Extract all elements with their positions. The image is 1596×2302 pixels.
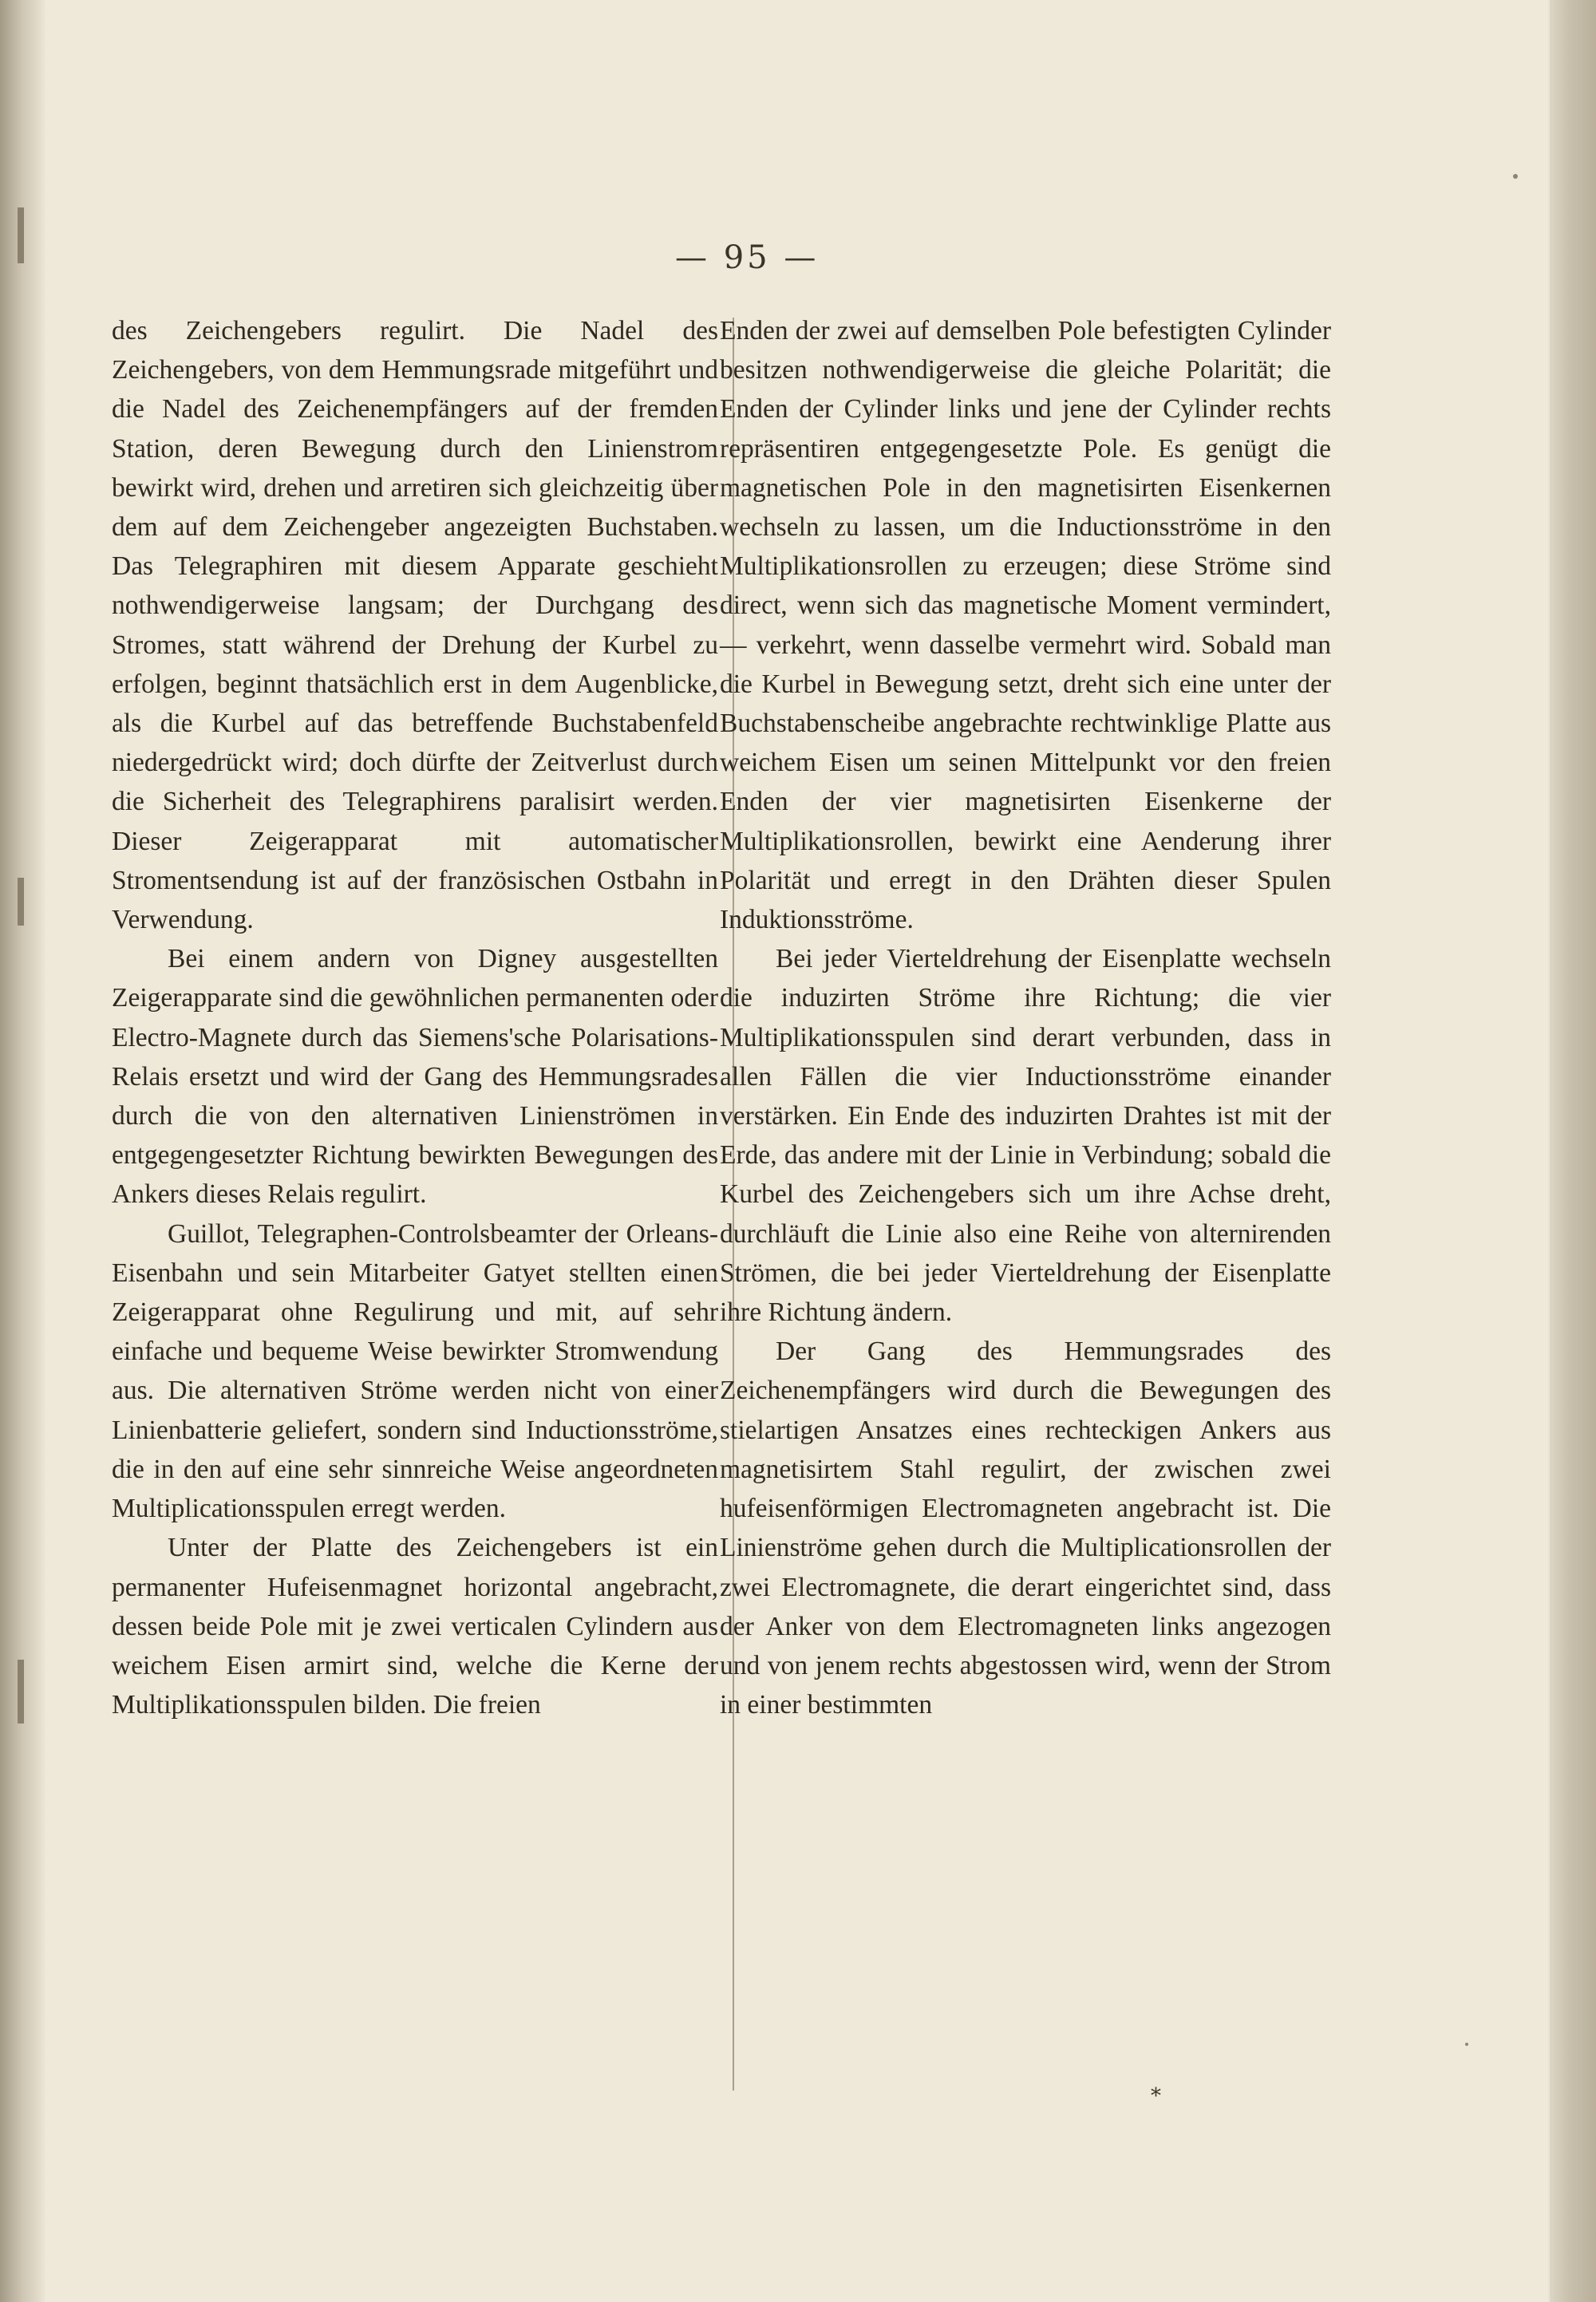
paragraph: Bei jeder Vierteldrehung der Eisenplatte wechseln die induzirten Ströme ihre Richtung; die vier Multiplikationsspulen sind derart verbunden, dass in allen Fällen die vier Inductionsströme einander verstärken. Ein Ende des induzirten Drahtes ist mit der Erde, das andere mit der Linie in Verbindung; sobald die Kurbel des Zeichengebers sich um ihre Achse dreht, durchläuft die Linie also eine Reihe von alternirenden Strömen, die bei jeder Vierteldrehung der Eisenplatte ihre Richtung ändern. [720,944,1331,1328]
paragraph: Der Gang des Hemmungsrades des Zeichenempfängers wird durch die Bewegungen des stielartigen Ansatzes eines rechteckigen Ankers aus magnetisirtem Stahl regulirt, der zwischen zwei hufeisenförmigen Electromagneten angebracht ist. Die Linienströme gehen durch die Multiplicationsrollen der zwei Electromagnete, die derart eingerichtet sind, dass der Anker von dem Electromagneten links angezogen und von jenem rechts abgestossen wird, wenn der Strom in einer bestimmten [720,1337,1331,1720]
paper-speck [1465,2043,1468,2046]
signature-mark: * [1151,2084,1161,2108]
right-column [720,311,1331,1724]
paper-speck [1513,174,1518,179]
binding-stitch [18,207,24,263]
paragraph: Unter der Platte des Zeichengebers ist ein permanenter Hufeisenmagnet horizontal angebracht, dessen beide Pole mit je zwei verticalen Cylindern aus weichem Eisen armirt sind, welche die Kerne der Multiplikationsspulen bilden. Die freien [112,1533,718,1720]
paragraph-continuation: Enden der zwei auf demselben Pole befestigten Cylinder besitzen nothwendigerweise die gleiche Polarität; die Enden der Cylinder links und jene der Cylinder rechts repräsentiren entgegengesetzte Pole. Es genügt die magnetischen Pole in den magnetisirten Eisenkernen wechseln zu lassen, um die Inductionsströme in den Multiplikationsrollen zu erzeugen; diese Ströme sind direct, wenn sich das magnetische Moment vermindert, — verkehrt, wenn dasselbe vermehrt wird. Sobald man die Kurbel in Bewegung setzt, dreht sich eine unter der Buchstabenscheibe angebrachte rechtwinklige Platte aus weichem Eisen um seinen Mittelpunkt vor den freien Enden der vier magnetisirten Eisenkerne der Multiplikationsrollen, bewirkt eine Aenderung ihrer Polarität und erregt in den Drähten dieser Spulen Induktionsströme. [720,316,1331,935]
binding-stitch [18,1660,24,1724]
paragraph: Guillot, Telegraphen-Controlsbeamter der Orleans-Eisenbahn und sein Mitarbeiter Gatyet stellten einen Zeigerapparat ohne Regulirung und mit, auf sehr einfache und bequeme Weise bewirkter Stromwendung aus. Die alternativen Ströme werden nicht von einer Linienbatterie geliefert, sondern sind Inductionsströme, die in den auf eine sehr sinnreiche Weise angeordneten Multiplicationsspulen erregt werden. [112,1218,718,1524]
book-page [45,0,1548,2302]
paragraph: Bei einem andern von Digney ausgestellten Zeigerapparate sind die gewöhnlichen permanenten oder Electro-Magnete durch das Siemens'sche Polarisations-Relais ersetzt und wird der Gang des Hemmungsrades durch die von den alternativen Linienströmen in entgegengesetzter Richtung bewirkten Bewegungen des Ankers dieses Relais regulirt. [112,944,718,1210]
left-column [112,311,718,1724]
paragraph-continuation: des Zeichengebers regulirt. Die Nadel des Zeichengebers, von dem Hemmungsrade mitgeführt und die Nadel des Zeichenempfängers auf der fremden Station, deren Bewegung durch den Linienstrom bewirkt wird, drehen und arretiren sich gleichzeitig über dem auf dem Zeichengeber angezeigten Buchstaben. Das Telegraphiren mit diesem Apparate geschieht nothwendigerweise langsam; der Durchgang des Stromes, statt während der Drehung der Kurbel zu erfolgen, beginnt thatsächlich erst in dem Augenblicke, als die Kurbel auf das betreffende Buchstabenfeld niedergedrückt wird; doch dürfte der Zeitverlust durch die Sicherheit des Telegraphirens paralisirt werden. Dieser Zeigerapparat mit automatischer Stromentsendung ist auf der französischen Ostbahn in Verwendung. [112,316,718,935]
page-right-edge [1550,0,1596,2302]
binding-stitch [18,878,24,926]
book-binding-edge [0,0,41,2302]
page-number: — 95 — [675,239,820,276]
